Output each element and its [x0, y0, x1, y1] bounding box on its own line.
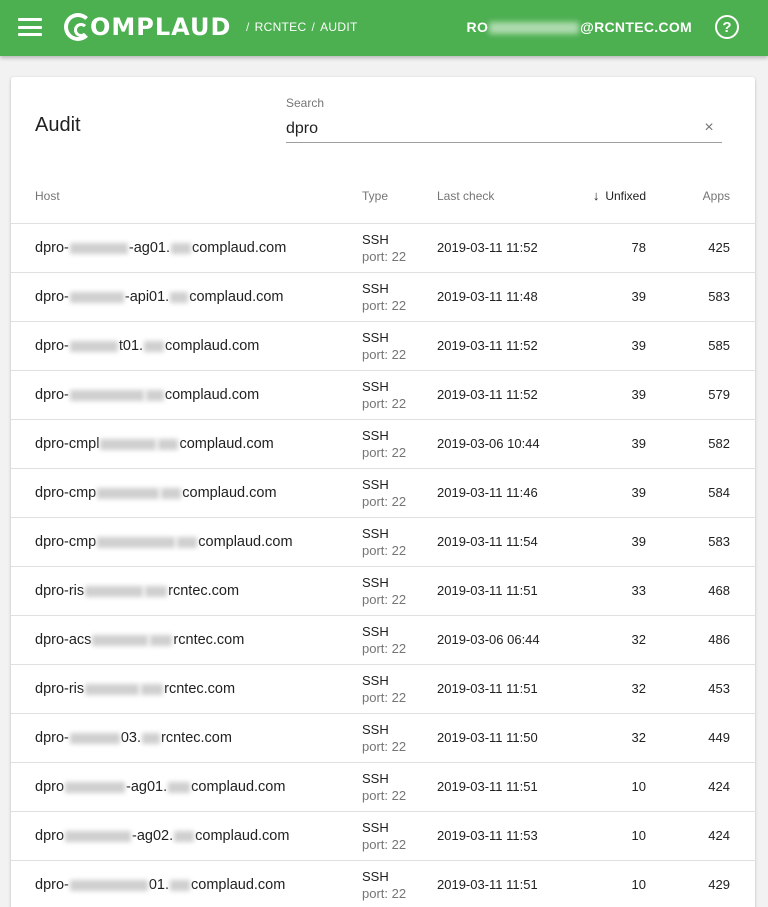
port-label: port: 22 [362, 592, 407, 607]
table-row[interactable] [11, 861, 755, 907]
redacted-block [70, 733, 120, 744]
apps-cell: 583 [708, 289, 730, 304]
unfixed-cell: 32 [631, 632, 646, 647]
apps-cell: 584 [708, 485, 730, 500]
redacted-block [170, 880, 190, 891]
last-check-cell: 2019-03-11 11:51 [437, 877, 538, 892]
host-cell: dpro-ris rcntec.com [35, 583, 240, 599]
port-label: port: 22 [362, 739, 407, 754]
unfixed-cell: 32 [631, 730, 646, 745]
redacted-block [171, 243, 191, 254]
port-label: port: 22 [362, 788, 407, 803]
redacted-block [65, 831, 131, 842]
host-cell: dpro- 03. rcntec.com [35, 730, 232, 746]
port-label: port: 22 [362, 886, 407, 901]
table-row[interactable] [11, 420, 755, 469]
column-header-unfixed[interactable]: ↓ Unfixed [592, 188, 646, 203]
redacted-block [145, 586, 167, 597]
redacted-block [85, 586, 143, 597]
apps-cell: 429 [708, 877, 730, 892]
host-cell: dpro -ag01. complaud.com [35, 779, 286, 795]
last-check-cell: 2019-03-11 11:48 [437, 289, 538, 304]
redacted-block [144, 341, 164, 352]
last-check-cell: 2019-03-11 11:51 [437, 583, 538, 598]
help-icon[interactable]: ? [715, 15, 739, 39]
port-label: port: 22 [362, 641, 407, 656]
apps-cell: 585 [708, 338, 730, 353]
apps-cell: 583 [708, 534, 730, 549]
apps-cell: 579 [708, 387, 730, 402]
breadcrumb: / RCNTEC / AUDIT [246, 20, 358, 34]
unfixed-cell: 33 [631, 583, 646, 598]
port-label: port: 22 [362, 445, 407, 460]
unfixed-cell: 32 [631, 681, 646, 696]
apps-cell: 449 [708, 730, 730, 745]
redacted-block [65, 782, 125, 793]
page-title: Audit [35, 114, 81, 136]
port-label: port: 22 [362, 494, 407, 509]
last-check-cell: 2019-03-11 11:52 [437, 387, 538, 402]
type-cell: SSH port: 22 [362, 330, 407, 362]
host-cell: dpro-cmp complaud.com [35, 485, 277, 501]
user-email[interactable]: RO @RCNTEC.COM [466, 19, 692, 35]
table-row[interactable] [11, 763, 755, 812]
table-row[interactable] [11, 371, 755, 420]
redacted-block [158, 439, 178, 450]
apps-cell: 453 [708, 681, 730, 696]
host-cell: dpro-ris rcntec.com [35, 681, 236, 697]
port-label: port: 22 [362, 347, 407, 362]
unfixed-cell: 39 [631, 387, 646, 402]
type-cell: SSH port: 22 [362, 379, 407, 411]
logo-mark [64, 13, 92, 41]
type-cell: SSH port: 22 [362, 771, 407, 803]
search-input[interactable] [286, 115, 722, 143]
apps-cell: 425 [708, 240, 730, 255]
redacted-block [97, 488, 159, 499]
host-cell: dpro- t01. complaud.com [35, 338, 260, 354]
last-check-cell: 2019-03-11 11:54 [437, 534, 538, 549]
table-row[interactable] [11, 322, 755, 371]
complaud-logo[interactable] [64, 10, 231, 44]
unfixed-cell: 10 [631, 779, 646, 794]
table-row[interactable] [11, 665, 755, 714]
table-row[interactable] [11, 812, 755, 861]
column-header-last-check[interactable]: Last check [437, 189, 495, 203]
type-cell: SSH port: 22 [362, 526, 407, 558]
table-row[interactable] [11, 518, 755, 567]
redacted-block [489, 22, 579, 34]
unfixed-cell: 39 [631, 436, 646, 451]
unfixed-cell: 39 [631, 289, 646, 304]
table-row[interactable] [11, 273, 755, 322]
redacted-block [141, 684, 163, 695]
host-cell: dpro- -ag01. complaud.com [35, 240, 287, 256]
port-label: port: 22 [362, 249, 407, 264]
table-header [11, 175, 755, 224]
host-cell: dpro-cmp complaud.com [35, 534, 293, 550]
column-header-apps[interactable]: Apps [702, 189, 730, 203]
app-bar [0, 0, 768, 56]
redacted-block [170, 292, 188, 303]
type-cell: SSH port: 22 [362, 575, 407, 607]
apps-cell: 424 [708, 779, 730, 794]
redacted-block [174, 831, 194, 842]
last-check-cell: 2019-03-06 10:44 [437, 436, 540, 451]
apps-cell: 468 [708, 583, 730, 598]
table-row[interactable] [11, 616, 755, 665]
column-header-type[interactable]: Type [362, 189, 389, 203]
apps-cell: 486 [708, 632, 730, 647]
redacted-block [177, 537, 197, 548]
redacted-block [92, 635, 148, 646]
type-cell: SSH port: 22 [362, 428, 407, 460]
unfixed-cell: 10 [631, 877, 646, 892]
redacted-block [70, 341, 118, 352]
redacted-block [150, 635, 172, 646]
port-label: port: 22 [362, 690, 407, 705]
clear-search-icon[interactable]: × [704, 119, 714, 136]
type-cell: SSH port: 22 [362, 477, 407, 509]
last-check-cell: 2019-03-11 11:52 [437, 338, 538, 353]
breadcrumb-item-rcntec[interactable]: RCNTEC [254, 20, 307, 34]
type-cell: SSH port: 22 [362, 673, 407, 705]
table-row[interactable] [11, 567, 755, 616]
host-cell: dpro-acs rcntec.com [35, 632, 245, 648]
redacted-block [142, 733, 160, 744]
port-label: port: 22 [362, 298, 407, 313]
port-label: port: 22 [362, 837, 407, 852]
redacted-block [70, 243, 128, 254]
type-cell: SSH port: 22 [362, 820, 407, 852]
last-check-cell: 2019-03-11 11:52 [437, 240, 538, 255]
last-check-cell: 2019-03-06 06:44 [437, 632, 540, 647]
redacted-block [70, 292, 124, 303]
host-cell: dpro- 01. complaud.com [35, 877, 286, 893]
unfixed-cell: 39 [631, 534, 646, 549]
type-cell: SSH port: 22 [362, 869, 407, 901]
unfixed-cell: 39 [631, 485, 646, 500]
redacted-block [85, 684, 139, 695]
redacted-block [70, 880, 148, 891]
arrow-down-icon: ↓ [592, 188, 600, 203]
unfixed-cell: 39 [631, 338, 646, 353]
menu-icon[interactable] [18, 16, 42, 38]
last-check-cell: 2019-03-11 11:50 [437, 730, 538, 745]
apps-cell: 582 [708, 436, 730, 451]
unfixed-cell: 78 [631, 240, 646, 255]
type-cell: SSH port: 22 [362, 624, 407, 656]
port-label: port: 22 [362, 396, 407, 411]
table-body [11, 224, 755, 907]
type-cell: SSH port: 22 [362, 722, 407, 754]
type-cell: SSH port: 22 [362, 281, 407, 313]
table-row[interactable] [11, 224, 755, 273]
type-cell: SSH port: 22 [362, 232, 407, 264]
last-check-cell: 2019-03-11 11:53 [437, 828, 538, 843]
last-check-cell: 2019-03-11 11:51 [437, 779, 538, 794]
redacted-block [97, 537, 175, 548]
redacted-block [161, 488, 181, 499]
port-label: port: 22 [362, 543, 407, 558]
column-header-host[interactable]: Host [35, 189, 60, 203]
redacted-block [168, 782, 190, 793]
audit-card [11, 77, 755, 907]
host-cell: dpro- -api01. complaud.com [35, 289, 284, 305]
table-row[interactable] [11, 469, 755, 518]
host-cell: dpro- complaud.com [35, 387, 260, 403]
unfixed-cell: 10 [631, 828, 646, 843]
search-label: Search [286, 96, 325, 110]
redacted-block [146, 390, 164, 401]
redacted-block [70, 390, 144, 401]
apps-cell: 424 [708, 828, 730, 843]
host-cell: dpro-cmpl complaud.com [35, 436, 274, 452]
table-row[interactable] [11, 714, 755, 763]
last-check-cell: 2019-03-11 11:51 [437, 681, 538, 696]
breadcrumb-item-audit[interactable]: AUDIT [320, 20, 358, 34]
redacted-block [100, 439, 156, 450]
last-check-cell: 2019-03-11 11:46 [437, 485, 538, 500]
logo-text: OMPLAUD [90, 13, 232, 41]
host-cell: dpro -ag02. complaud.com [35, 828, 290, 844]
